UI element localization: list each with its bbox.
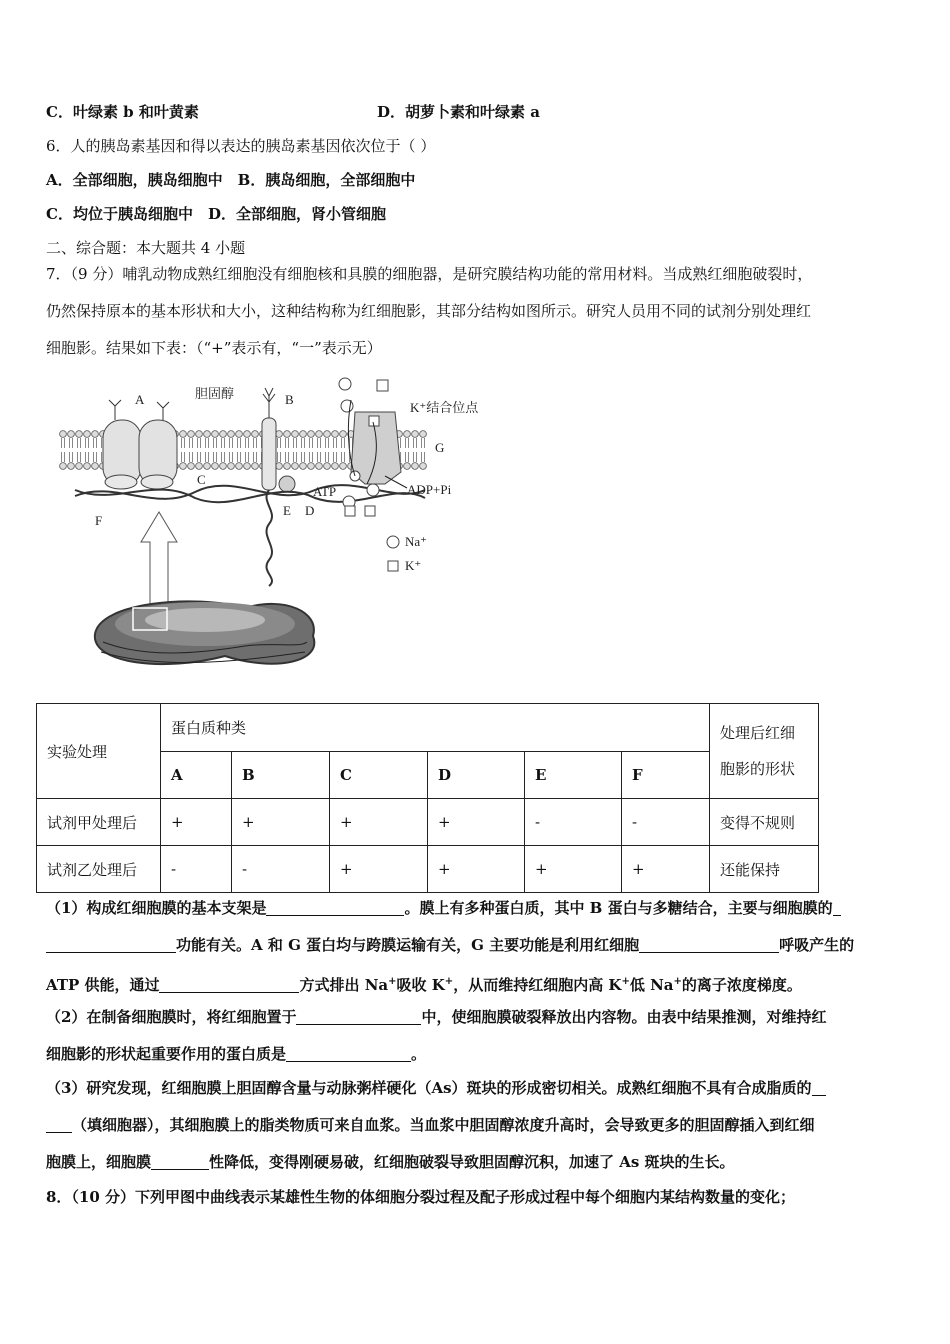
lipid-head — [236, 431, 243, 438]
table-cell: - — [622, 799, 710, 846]
header-treatment: 实验处理 — [37, 704, 161, 799]
lipid-head — [244, 431, 251, 438]
label-g: G — [435, 440, 445, 455]
q7-intro-3: 细胞影。结果如下表：（“+”表示有，“一”表示无） — [46, 339, 382, 357]
lipid-head — [252, 463, 259, 470]
lipid-head — [228, 463, 235, 470]
protein-c-header: C — [330, 752, 428, 799]
lipid-head — [92, 431, 99, 438]
lipid-head — [308, 431, 315, 438]
lipid-head — [420, 431, 427, 438]
protein-d — [279, 476, 295, 492]
label-atp: ATP — [313, 484, 337, 499]
lipid-head — [84, 431, 91, 438]
label-k-site: K⁺结合位点 — [410, 400, 479, 415]
label-d: D — [305, 503, 315, 518]
header-protein: 蛋白质种类 — [161, 704, 710, 752]
q7-part1-line3: ATP 供能，通过 方式排出 Na+吸收 K+，从而维持红细胞内高 K+低 Na+的离子浓度梯度。 — [46, 976, 802, 994]
lipid-head — [196, 431, 203, 438]
option-d-prev: D．胡萝卜素和叶绿素 a — [377, 103, 540, 121]
protein-g — [350, 412, 401, 484]
red-cell-ghost — [95, 601, 314, 664]
lipid-head — [60, 431, 67, 438]
answer-blank-7[interactable] — [46, 1116, 72, 1133]
q7-part3-line3: 胞膜上，细胞膜 性降低，变得刚硬易破，红细胞破裂导致胆固醇沉积，加速了 As 斑块的生长。 — [46, 1153, 735, 1171]
legend-k: K⁺ — [405, 558, 422, 573]
lipid-head — [404, 463, 411, 470]
lipid-head — [412, 463, 419, 470]
lipid-head — [244, 463, 251, 470]
label-c: C — [197, 472, 206, 487]
lipid-head — [276, 431, 283, 438]
lipid-head — [68, 463, 75, 470]
lipid-head — [316, 463, 323, 470]
q6-options-cd: C．均位于胰岛细胞中 D．全部细胞，肾小管细胞 — [46, 205, 386, 223]
label-e: E — [283, 503, 291, 518]
table-cell: + — [428, 799, 525, 846]
protein-a-header: A — [161, 752, 232, 799]
table-cell: + — [428, 846, 525, 893]
answer-blank-5[interactable] — [296, 1008, 421, 1025]
protein-d-header: D — [428, 752, 525, 799]
table-cell: - — [525, 799, 622, 846]
table-cell: - — [232, 846, 330, 893]
lipid-head — [204, 431, 211, 438]
table-cell: - — [161, 846, 232, 893]
lipid-head — [212, 431, 219, 438]
legend-na-icon — [387, 536, 399, 548]
answer-blank-2a[interactable] — [833, 899, 841, 916]
table-cell: + — [330, 799, 428, 846]
lipid-head — [332, 463, 339, 470]
lipid-head — [180, 463, 187, 470]
q7-part1-line1: （1）构成红细胞膜的基本支架是 。膜上有多种蛋白质，其中 B 蛋白与多糖结合，主要与细胞膜的 — [46, 898, 841, 918]
zoom-arrow — [141, 512, 177, 612]
lipid-head — [236, 463, 243, 470]
row-name: 试剂甲处理后 — [37, 799, 161, 846]
answer-blank-7a[interactable] — [812, 1079, 826, 1096]
q7-part2-line2: 细胞影的形状起重要作用的蛋白质是 。 — [46, 1045, 427, 1063]
protein-f-header: F — [622, 752, 710, 799]
protein-c — [105, 475, 137, 489]
lipid-head — [340, 463, 347, 470]
lipid-head — [76, 431, 83, 438]
answer-blank-6[interactable] — [286, 1045, 411, 1062]
legend-na: Na⁺ — [405, 534, 428, 549]
q7-part1-line2: 功能有关。A 和 G 蛋白均与跨膜运输有关，G 主要功能是利用红细胞 呼吸产生的 — [46, 935, 854, 955]
protein-c-2 — [141, 475, 173, 489]
q6-options-ab: A．全部细胞，胰岛细胞中 B．胰岛细胞，全部细胞中 — [46, 171, 416, 189]
lipid-head — [316, 431, 323, 438]
lipid-head — [60, 463, 67, 470]
q7-part2-line1: （2）在制备细胞膜时，将红细胞置于 中，使细胞膜破裂释放出内容物。由表中结果推测，对维持红 — [46, 1008, 827, 1026]
q7-intro-2: 仍然保持原本的基本形状和大小，这种结构称为红细胞影，其部分结构如图所示。研究人员用不同的试剂分别处理红 — [46, 302, 812, 320]
protein-e-header: E — [525, 752, 622, 799]
lipid-head — [220, 463, 227, 470]
lipid-head — [404, 431, 411, 438]
q6-stem: 6．人的胰岛素基因和得以表达的胰岛素基因依次位于（ ） — [46, 137, 436, 155]
lipid-head — [196, 463, 203, 470]
lipid-head — [68, 431, 75, 438]
lipid-head — [76, 463, 83, 470]
table-row — [37, 799, 819, 846]
table-row — [37, 846, 819, 893]
lipid-head — [188, 463, 195, 470]
table-cell: + — [525, 846, 622, 893]
header-shape: 处理后红细 胞影的形状 — [710, 704, 819, 799]
lipid-head — [292, 463, 299, 470]
lipid-head — [204, 463, 211, 470]
q7-part3-line2: （填细胞器），其细胞膜上的脂类物质可来自血浆。当血浆中胆固醇浓度升高时，会导致更多的胆固醇插入到红细 — [46, 1115, 815, 1135]
results-table — [36, 703, 819, 893]
label-a: A — [135, 392, 145, 407]
lipid-head — [332, 431, 339, 438]
lipid-head — [300, 431, 307, 438]
lipid-head — [284, 431, 291, 438]
protein-b-header: B — [232, 752, 330, 799]
q7-intro-1: 7．（9 分）哺乳动物成熟红细胞没有细胞核和具膜的细胞器，是研究膜结构功能的常用材料。当成熟红细胞破裂时， — [46, 265, 813, 283]
label-cholesterol: 胆固醇 — [195, 386, 235, 401]
lipid-head — [252, 431, 259, 438]
answer-blank-1[interactable] — [266, 899, 404, 916]
lipid-head — [212, 463, 219, 470]
lipid-head — [340, 431, 347, 438]
lipid-head — [276, 463, 283, 470]
lipid-head — [92, 463, 99, 470]
q8-stem: 8．（10 分）下列甲图中曲线表示某雄性生物的体细胞分裂过程及配子形成过程中每个细胞内某结构数量的变化； — [46, 1188, 796, 1206]
option-c-prev: C．叶绿素 b 和叶黄素 — [46, 103, 199, 121]
lipid-head — [420, 463, 427, 470]
lipid-head — [308, 463, 315, 470]
lipid-head — [220, 431, 227, 438]
lipid-head — [84, 463, 91, 470]
answer-blank-3[interactable] — [639, 936, 779, 953]
legend-k-icon — [388, 561, 398, 571]
label-b: B — [285, 392, 294, 407]
lipid-head — [324, 463, 331, 470]
row-shape: 还能保持 — [710, 846, 819, 893]
protein-b — [262, 388, 276, 490]
answer-blank-2[interactable] — [46, 936, 176, 953]
label-adp: ADP+Pi — [407, 482, 452, 497]
q7-part3-line1: （3）研究发现，红细胞膜上胆固醇含量与动脉粥样硬化（As）斑块的形成密切相关。成熟红细胞不具有合成脂质的 — [46, 1078, 826, 1098]
table-cell: + — [161, 799, 232, 846]
row-name: 试剂乙处理后 — [37, 846, 161, 893]
lipid-head — [300, 463, 307, 470]
lipid-head — [284, 463, 291, 470]
lipid-head — [292, 431, 299, 438]
lipid-head — [412, 431, 419, 438]
table-cell: + — [232, 799, 330, 846]
table-cell: + — [622, 846, 710, 893]
lipid-head — [228, 431, 235, 438]
lipid-head — [188, 431, 195, 438]
lipid-head — [324, 431, 331, 438]
answer-blank-8[interactable] — [151, 1153, 209, 1170]
membrane-figure — [55, 372, 485, 677]
answer-blank-4[interactable] — [159, 976, 299, 993]
table-cell: + — [330, 846, 428, 893]
protein-e — [267, 490, 272, 586]
section-heading: 二、综合题：本大题共 4 小题 — [46, 239, 246, 257]
label-f: F — [95, 513, 103, 528]
row-shape: 变得不规则 — [710, 799, 819, 846]
protein-a — [103, 400, 177, 486]
lipid-head — [180, 431, 187, 438]
